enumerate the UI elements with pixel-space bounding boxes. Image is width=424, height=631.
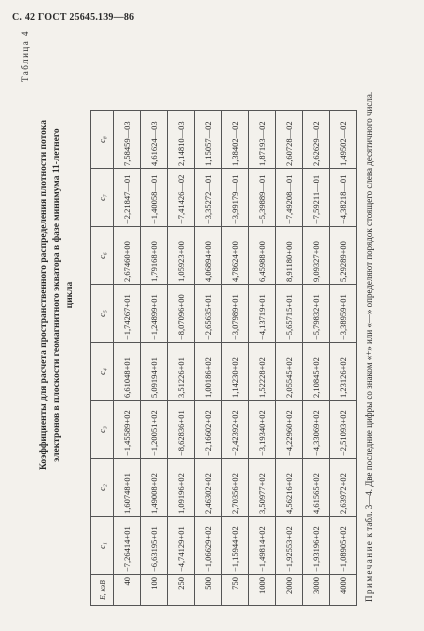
column-header-energy: E, кэВ bbox=[91, 575, 114, 606]
coefficient-cell: 1,15057—02 bbox=[195, 111, 222, 169]
coefficient-cell: 4,61624—03 bbox=[141, 111, 168, 169]
note-lead: Примечание bbox=[364, 539, 374, 602]
coefficient-cell: −4,13719+01 bbox=[249, 285, 276, 343]
table-note bbox=[363, 38, 376, 602]
rotated-table-block bbox=[18, 30, 408, 610]
coefficient-cell: −8,07096+00 bbox=[168, 285, 195, 343]
energy-cell: 500 bbox=[195, 575, 222, 606]
caption-line: электронов в плоскости геомагнитного экватора в фазе минимума 11-летнего bbox=[52, 128, 62, 462]
coefficient-cell: −1,93196+02 bbox=[303, 517, 330, 575]
coefficient-cell: −1,45589+02 bbox=[114, 401, 141, 459]
energy-cell: 100 bbox=[141, 575, 168, 606]
coefficient-cell: −6,63195+01 bbox=[141, 517, 168, 575]
coefficient-cell: 3,50977+02 bbox=[249, 459, 276, 517]
coefficient-cell: 8,91180+00 bbox=[276, 227, 303, 285]
coefficient-cell: 1,05923+00 bbox=[168, 227, 195, 285]
coefficient-cell: −3,35272—01 bbox=[195, 169, 222, 227]
coefficient-cell: −2,21847—01 bbox=[114, 169, 141, 227]
page-header: С. 42 ГОСТ 25645.139—86 bbox=[12, 12, 135, 23]
coefficient-cell: −3,99179—01 bbox=[222, 169, 249, 227]
note-text: к табл. 3—4. Две последние цифры со знаком «+» или «—» определяют порядок стоящего слева десятичного числа. bbox=[364, 91, 374, 538]
energy-cell: 3000 bbox=[303, 575, 330, 606]
coefficient-cell: 2,62629—02 bbox=[303, 111, 330, 169]
coefficient-cell: −1,40058—01 bbox=[141, 169, 168, 227]
column-header-c3: c₃ bbox=[91, 401, 114, 459]
table-row bbox=[141, 111, 168, 606]
coefficient-cell: −1,24899+01 bbox=[141, 285, 168, 343]
coefficient-cell: −4,22960+02 bbox=[276, 401, 303, 459]
coefficient-cell: −4,38218—01 bbox=[330, 169, 357, 227]
coefficient-cell: 7,58459—03 bbox=[114, 111, 141, 169]
column-header-c8: c₈ bbox=[91, 111, 114, 169]
column-header-c4: c₄ bbox=[91, 343, 114, 401]
coefficient-cell: −1,92553+02 bbox=[276, 517, 303, 575]
coefficient-cell: 1,60748+01 bbox=[114, 459, 141, 517]
column-header-c7: c₇ bbox=[91, 169, 114, 227]
coefficient-cell: 2,05545+02 bbox=[276, 343, 303, 401]
table-header-row bbox=[91, 111, 114, 606]
table-row bbox=[276, 111, 303, 606]
energy-cell: 40 bbox=[114, 575, 141, 606]
column-header-c5: c₅ bbox=[91, 285, 114, 343]
coefficient-cell: 2,67460+00 bbox=[114, 227, 141, 285]
coefficient-cell: −7,41426—02 bbox=[168, 169, 195, 227]
coefficient-cell: −2,65635+01 bbox=[195, 285, 222, 343]
coefficient-cell: −2,16602+02 bbox=[195, 401, 222, 459]
coefficient-cell: −5,65715+01 bbox=[276, 285, 303, 343]
coefficient-cell: 2,63972+02 bbox=[330, 459, 357, 517]
coefficient-cell: −5,79832+01 bbox=[303, 285, 330, 343]
table-row bbox=[330, 111, 357, 606]
energy-cell: 2000 bbox=[276, 575, 303, 606]
table-row bbox=[114, 111, 141, 606]
column-header-c1: c₁ bbox=[91, 517, 114, 575]
coefficient-cell: 2,14810—03 bbox=[168, 111, 195, 169]
coefficient-cell: 1,49008+02 bbox=[141, 459, 168, 517]
coefficient-cell: 1,79168+00 bbox=[141, 227, 168, 285]
table-row bbox=[249, 111, 276, 606]
coefficient-cell: 1,52228+02 bbox=[249, 343, 276, 401]
energy-cell: 750 bbox=[222, 575, 249, 606]
coefficient-cell: 9,09327+00 bbox=[303, 227, 330, 285]
coefficient-cell: 5,09194+01 bbox=[141, 343, 168, 401]
column-header-c2: c₂ bbox=[91, 459, 114, 517]
coefficient-cell: 2,60728—02 bbox=[276, 111, 303, 169]
coefficient-cell: −1,74267+01 bbox=[114, 285, 141, 343]
coefficient-cell: 1,49502—02 bbox=[330, 111, 357, 169]
coefficient-cell: −1,06629+02 bbox=[195, 517, 222, 575]
table-row bbox=[303, 111, 330, 606]
energy-cell: 4000 bbox=[330, 575, 357, 606]
coefficient-cell: 1,09196+02 bbox=[168, 459, 195, 517]
coefficient-cell: −1,20051+02 bbox=[141, 401, 168, 459]
table-row bbox=[168, 111, 195, 606]
coefficient-cell: 1,00186+02 bbox=[195, 343, 222, 401]
coefficient-cell: −4,74129+01 bbox=[168, 517, 195, 575]
energy-cell: 1000 bbox=[249, 575, 276, 606]
coefficient-cell: −7,49208—01 bbox=[276, 169, 303, 227]
column-header-c6: c₆ bbox=[91, 227, 114, 285]
coefficient-cell: −7,26414+01 bbox=[114, 517, 141, 575]
coefficient-cell: −2,51093+02 bbox=[330, 401, 357, 459]
caption-line: Коэффициенты для расчета пространственного распределения плотности потока bbox=[39, 119, 49, 471]
coefficient-cell: −2,42392+02 bbox=[222, 401, 249, 459]
coefficient-cell: 4,61565+02 bbox=[303, 459, 330, 517]
coefficient-cell: 1,38402—02 bbox=[222, 111, 249, 169]
coefficient-cell: 3,51226+01 bbox=[168, 343, 195, 401]
table-row bbox=[222, 111, 249, 606]
coefficient-cell: −1,08905+02 bbox=[330, 517, 357, 575]
coefficient-cell: 6,61048+01 bbox=[114, 343, 141, 401]
coefficient-cell: 1,23126+02 bbox=[330, 343, 357, 401]
coefficient-cell: 4,06894+00 bbox=[195, 227, 222, 285]
coefficient-cell: −8,62836+01 bbox=[168, 401, 195, 459]
coefficient-cell: −3,38959+01 bbox=[330, 285, 357, 343]
coefficient-cell: 5,29289+00 bbox=[330, 227, 357, 285]
caption-line: цикла bbox=[65, 281, 75, 309]
table-body bbox=[114, 111, 357, 606]
coefficient-cell: −5,39889—01 bbox=[249, 169, 276, 227]
coefficient-cell: 6,45988+00 bbox=[249, 227, 276, 285]
coefficient-cell: 1,14230+02 bbox=[222, 343, 249, 401]
coefficient-cell: 2,70356+02 bbox=[222, 459, 249, 517]
energy-cell: 250 bbox=[168, 575, 195, 606]
coefficient-cell: −3,07989+01 bbox=[222, 285, 249, 343]
coefficient-cell: 2,46302+02 bbox=[195, 459, 222, 517]
coefficient-cell: 2,10845+02 bbox=[303, 343, 330, 401]
coefficient-cell: 4,78624+00 bbox=[222, 227, 249, 285]
coefficient-cell: −4,33069+02 bbox=[303, 401, 330, 459]
coefficient-cell: −7,59211—01 bbox=[303, 169, 330, 227]
coefficient-cell: 1,87193—02 bbox=[249, 111, 276, 169]
table-row bbox=[195, 111, 222, 606]
coefficient-cell: 4,56216+02 bbox=[276, 459, 303, 517]
coefficient-cell: −1,49814+02 bbox=[249, 517, 276, 575]
coefficients-table bbox=[90, 110, 357, 606]
coefficient-cell: −1,15944+02 bbox=[222, 517, 249, 575]
table-label: Таблица 4 bbox=[20, 30, 30, 82]
coefficient-cell: −3,19340+02 bbox=[249, 401, 276, 459]
table-caption bbox=[38, 40, 77, 550]
